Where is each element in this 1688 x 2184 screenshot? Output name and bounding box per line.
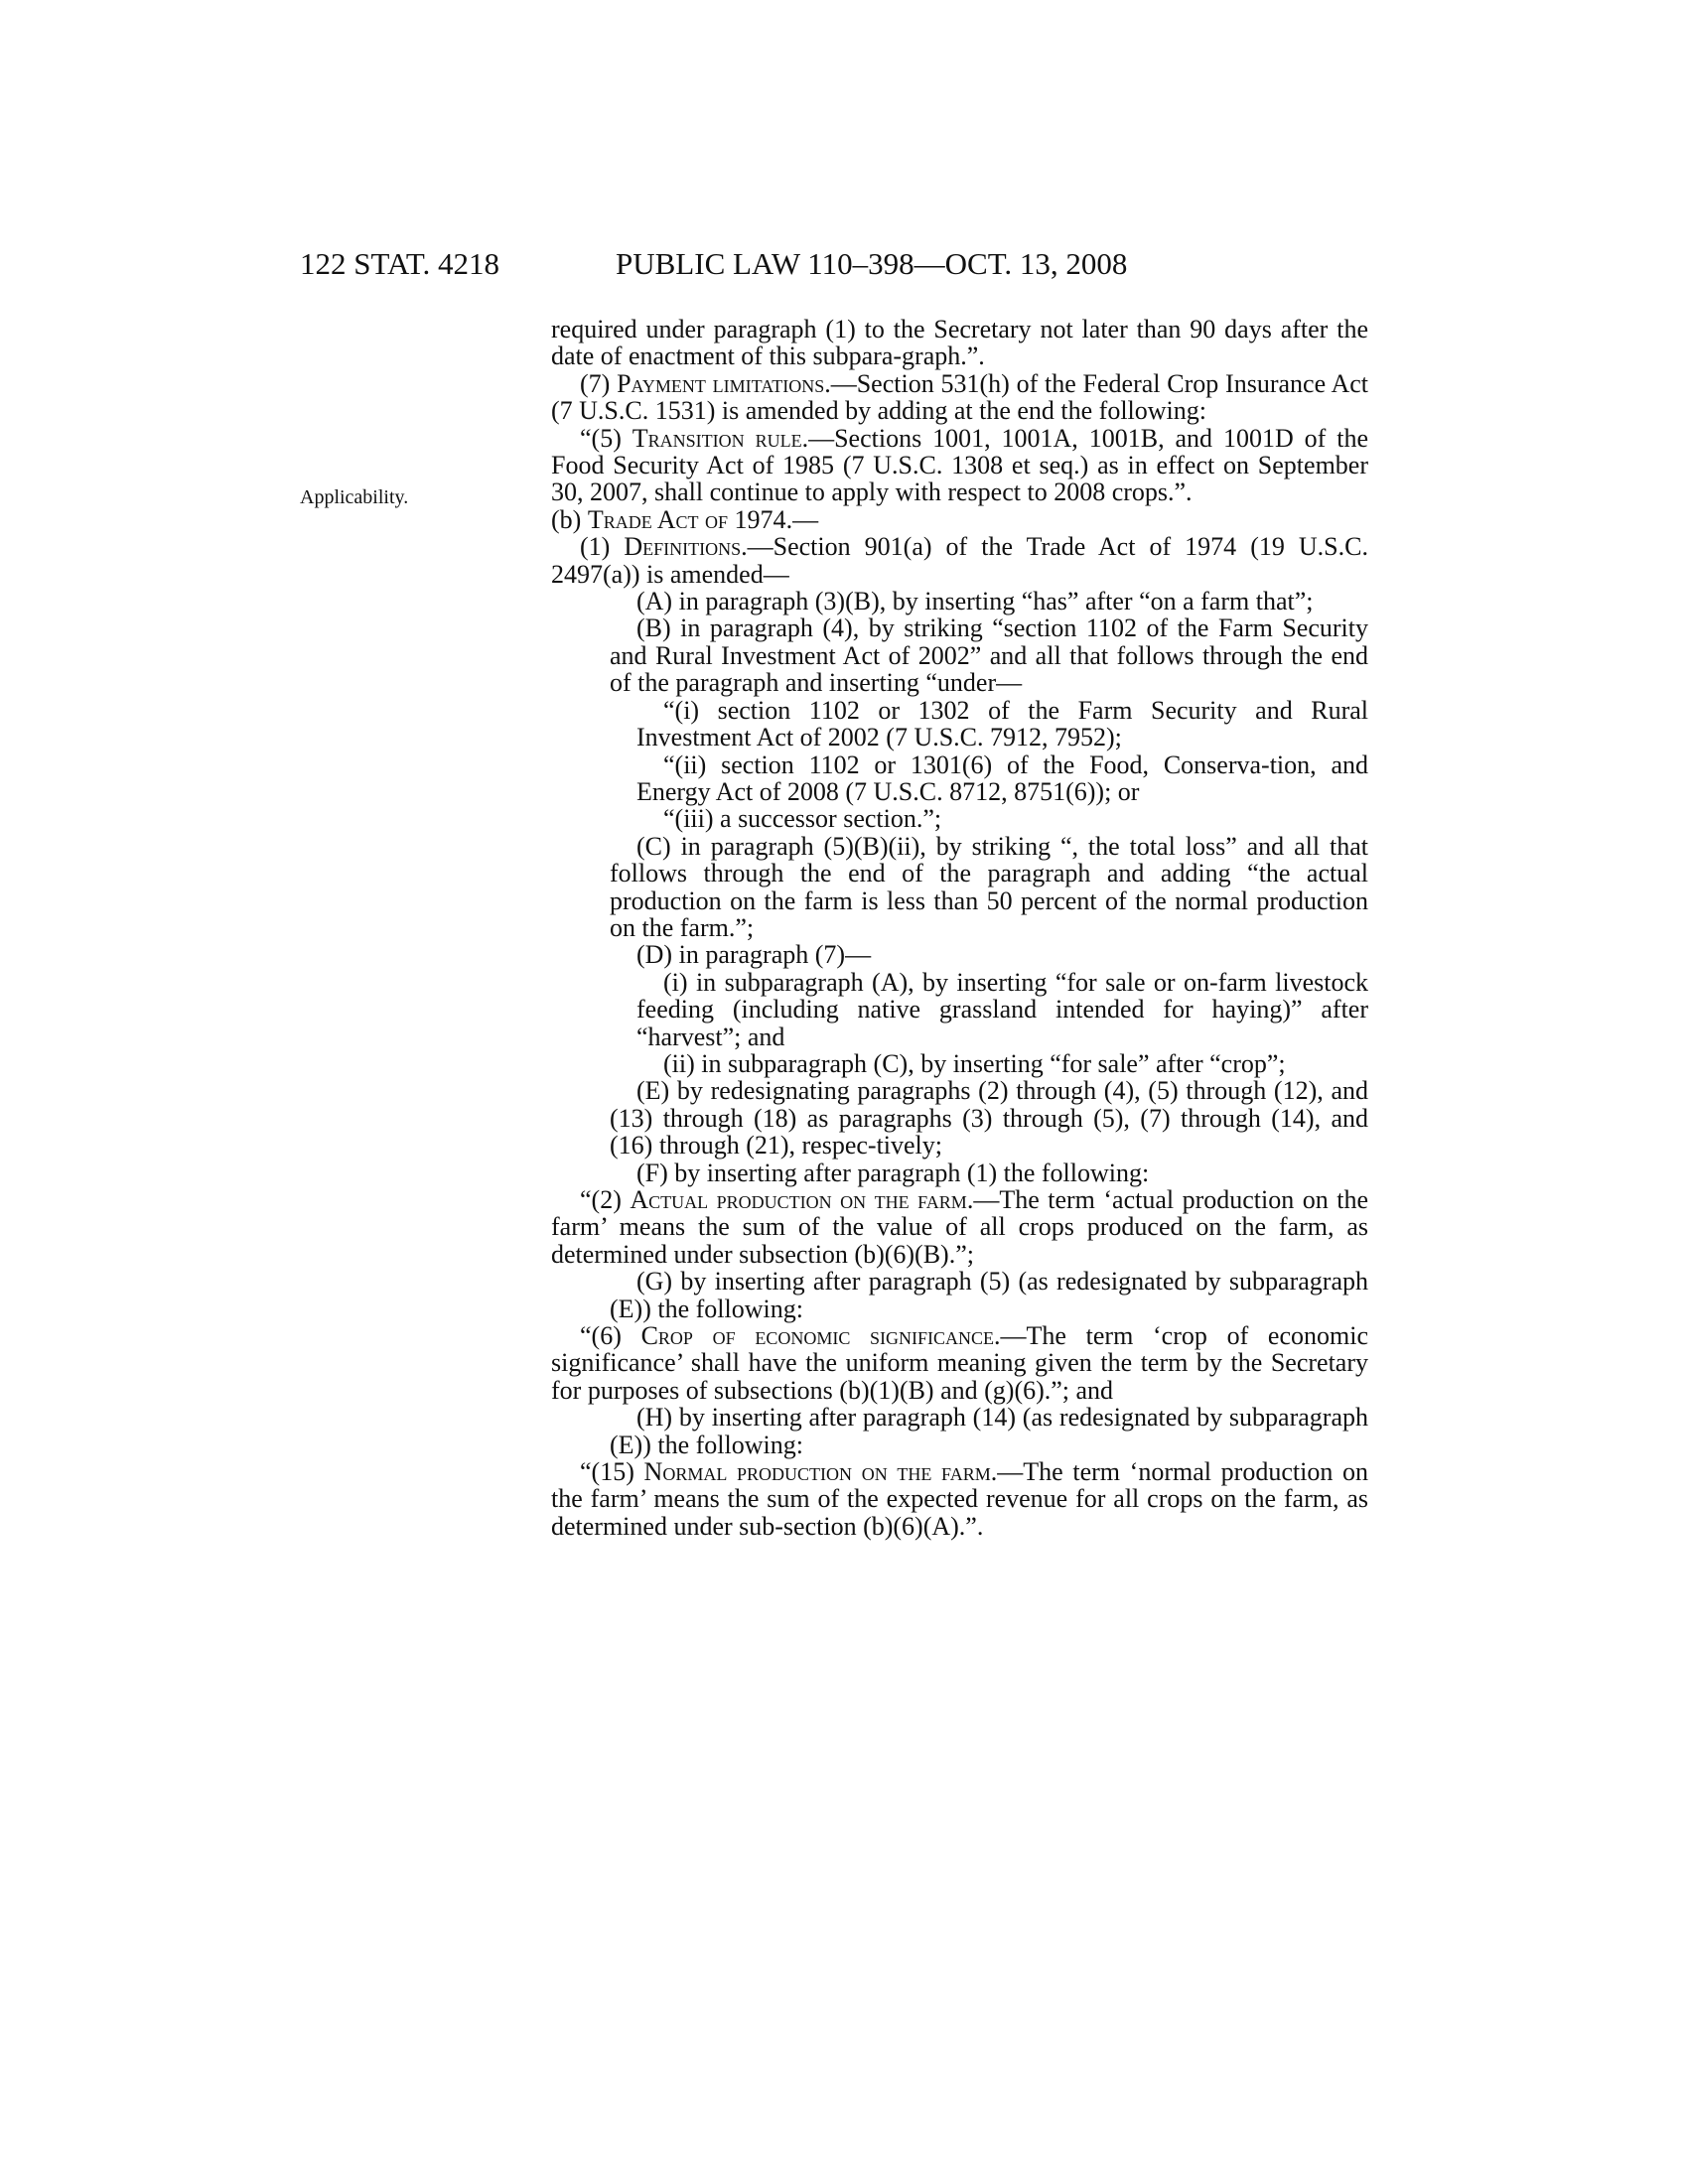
margin-note: Applicability. xyxy=(300,486,409,508)
subparagraph-e: (E) by redesignating paragraphs (2) through (4), (5) through (12), and (13) through (18) as paragraphs (3) through (5), (7) through (14), and (16) through (21), respec-tively; xyxy=(610,1076,1368,1160)
paragraph-normal-production: “(15) Normal production on the farm.—The term ‘normal production on the farm’ means the sum of the expected revenue for all crops on the farm, as determined under sub-section (b)(6)(A).”. xyxy=(551,1457,1368,1541)
page-header xyxy=(0,246,1688,286)
subparagraph-c: (C) in paragraph (5)(B)(ii), by striking “, the total loss” and all that follows through the end of the paragraph and adding “the actual production on the farm is less than 50 percent of the normal production on the farm.”; xyxy=(610,831,1368,942)
subparagraph-g: (G) by inserting after paragraph (5) (as redesignated by subparagraph (E)) the following: xyxy=(610,1267,1368,1323)
paragraph-definitions: (1) Definitions.—Section 901(a) of the Trade Act of 1974 (19 U.S.C. 2497(a)) is amended— xyxy=(551,532,1368,589)
clause-d-ii: (ii) in subparagraph (C), by inserting “for sale” after “crop”; xyxy=(663,1048,1286,1078)
subparagraph-h: (H) by inserting after paragraph (14) (as redesignated by subparagraph (E)) the following: xyxy=(610,1403,1368,1459)
document-body xyxy=(551,316,1368,1540)
clause-d-i: (i) in subparagraph (A), by inserting “for sale or on-farm livestock feeding (including native grassland intended for haying)” after “harvest”; and xyxy=(636,967,1368,1051)
public-law-title: PUBLIC LAW 110–398—OCT. 13, 2008 xyxy=(616,246,1128,281)
paragraph-continuation: required under paragraph (1) to the Secretary not later than 90 days after the date of enactment of this subpara-graph.”. xyxy=(551,315,1368,371)
subparagraph-d: (D) in paragraph (7)— xyxy=(636,940,872,970)
clause-i: “(i) section 1102 or 1302 of the Farm Security and Rural Investment Act of 2002 (7 U.S.C. 7912, 7952); xyxy=(636,695,1368,752)
paragraph-payment-limitations: (7) Payment limitations.—Section 531(h) of the Federal Crop Insurance Act (7 U.S.C. 1531) is amended by adding at the end the following: xyxy=(551,368,1368,426)
stat-citation: 122 STAT. 4218 xyxy=(300,246,500,281)
paragraph-transition-rule: “(5) Transition rule.—Sections 1001, 1001A, 1001B, and 1001D of the Food Security Act of 1985 (7 U.S.C. 1308 et seq.) as in effect on September 30, 2007, shall continue to apply with respect to 2008 crops.”. xyxy=(551,423,1368,507)
paragraph-actual-production: “(2) Actual production on the farm.—The term ‘actual production on the farm’ means the sum of the value of all crops produced on the farm, as determined under subsection (b)(6)(B).”; xyxy=(551,1185,1369,1269)
paragraph-trade-act: (b) Trade Act of 1974.— xyxy=(551,504,819,534)
paragraph-crop-of-economic-significance: “(6) Crop of economic significance.—The term ‘crop of economic significance’ shall have the uniform meaning given the term by the Secretary for purposes of subsections (b)(1)(B) and (g)(6).”; and xyxy=(551,1321,1368,1405)
subparagraph-a: (A) in paragraph (3)(B), by inserting “has” after “on a farm that”; xyxy=(636,587,1314,616)
subparagraph-f: (F) by inserting after paragraph (1) the following: xyxy=(636,1158,1150,1187)
clause-iii: “(iii) a successor section.”; xyxy=(663,804,942,834)
clause-ii: “(ii) section 1102 or 1301(6) of the Food, Conserva-tion, and Energy Act of 2008 (7 U.S.C. 8712, 8751(6)); or xyxy=(636,750,1368,806)
subparagraph-b: (B) in paragraph (4), by striking “section 1102 of the Farm Security and Rural Investment Act of 2002” and all that follows through the end of the paragraph and inserting “under— xyxy=(610,614,1368,698)
